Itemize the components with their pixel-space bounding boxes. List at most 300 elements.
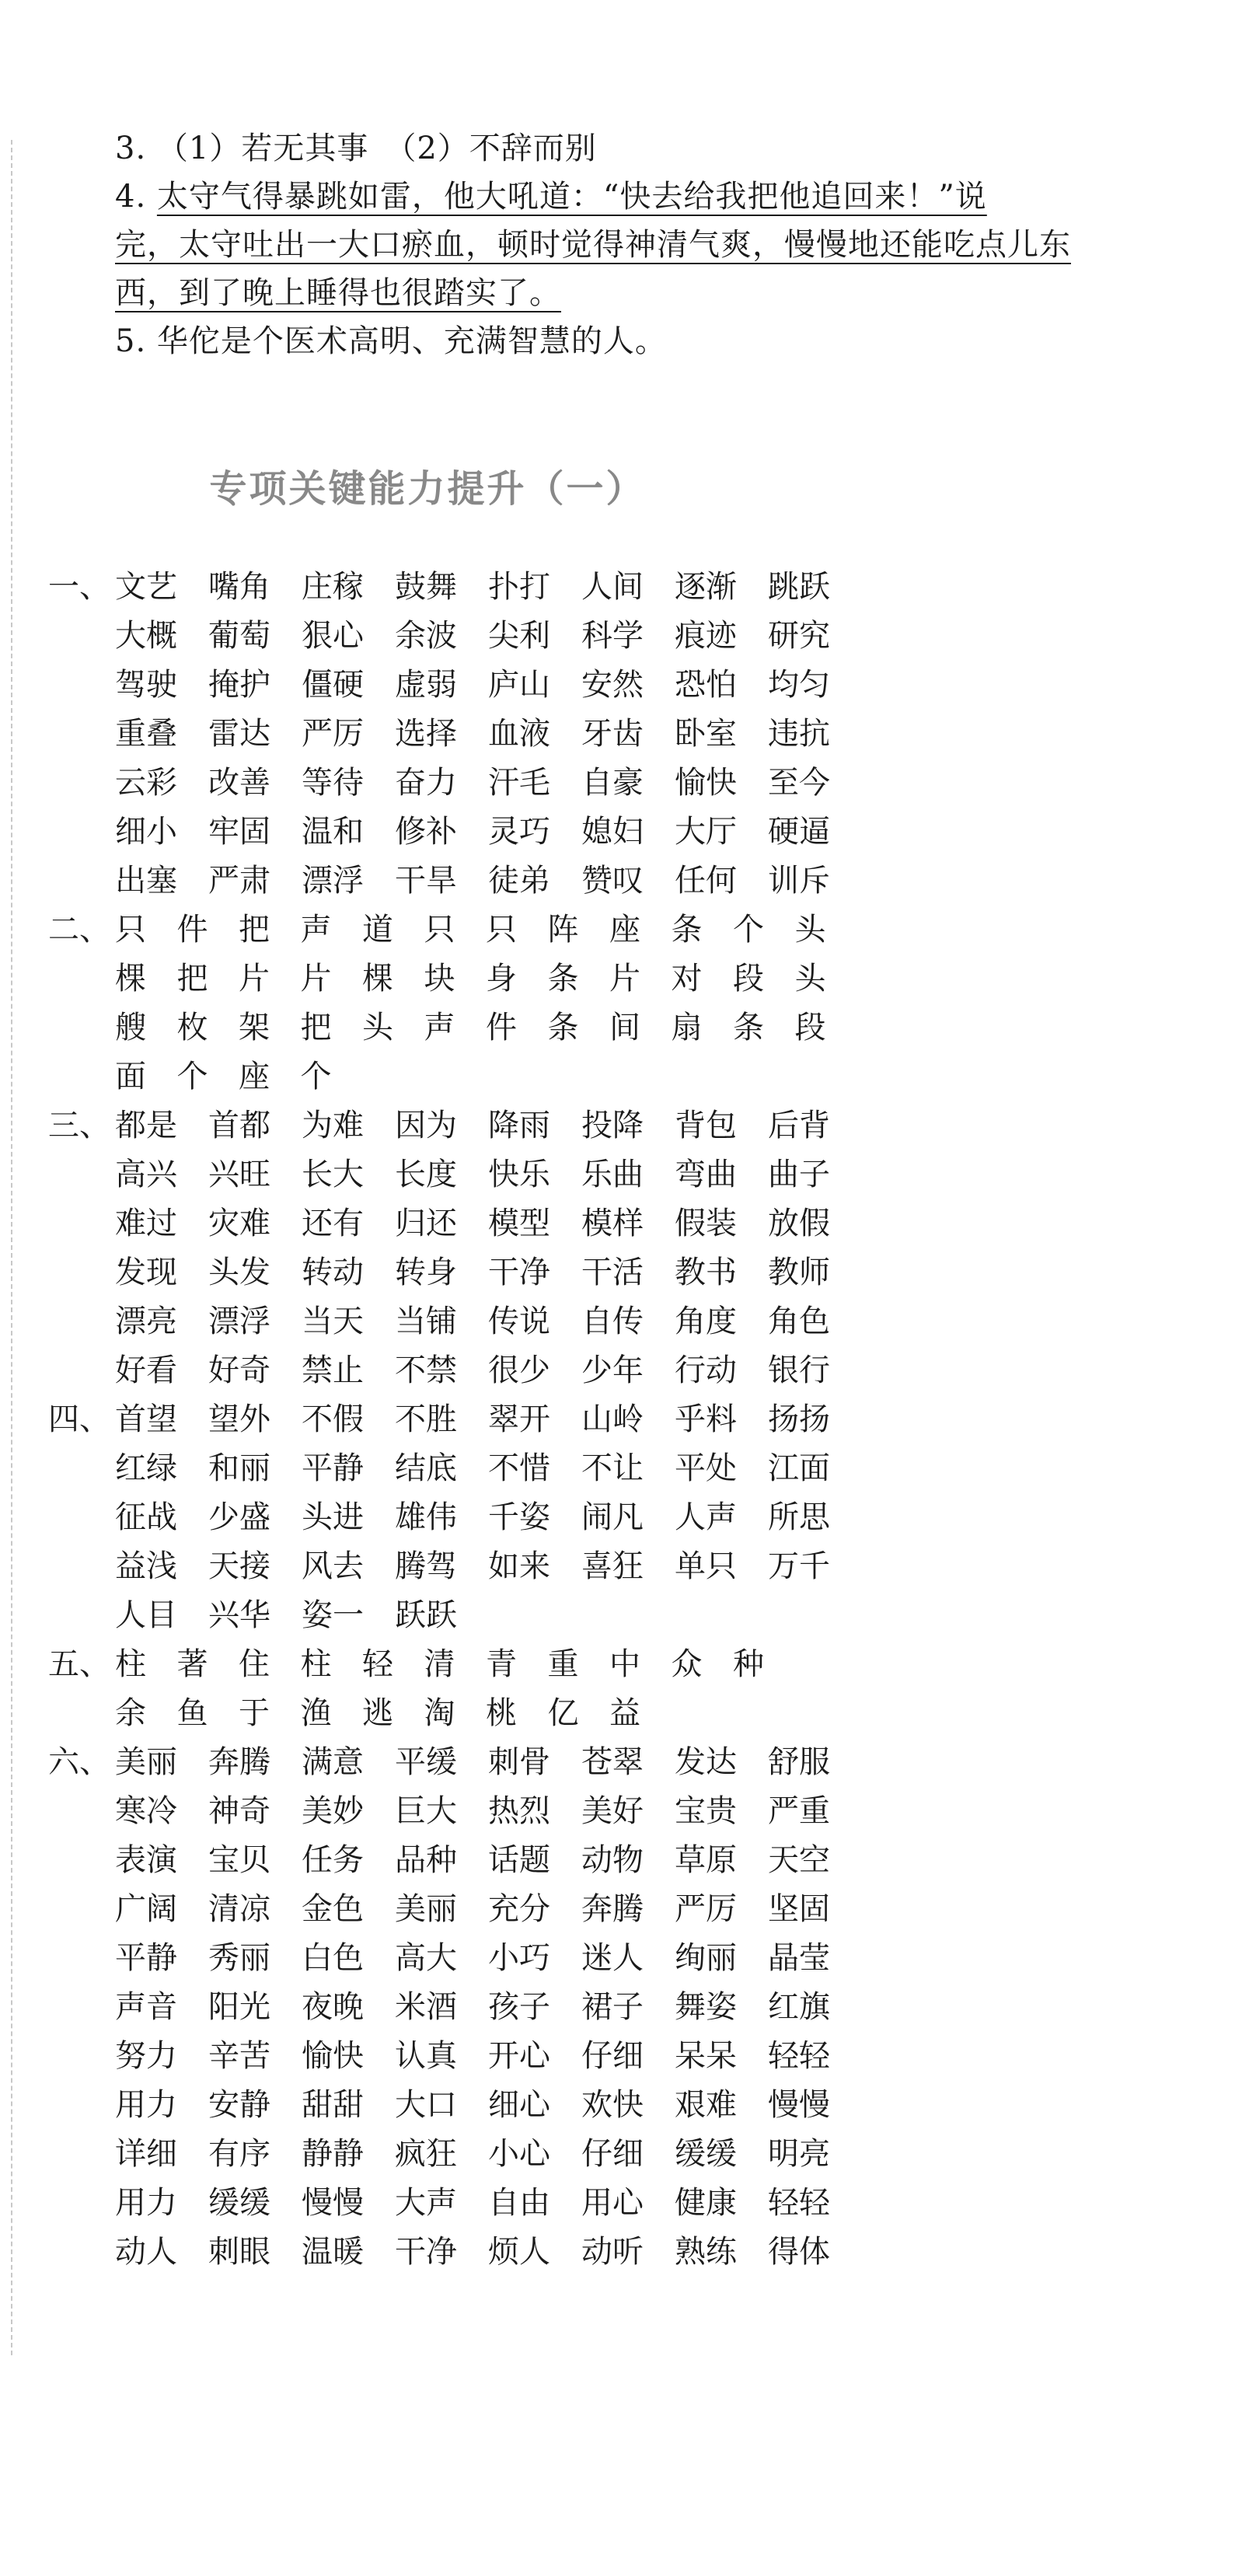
answer-word: 僵硬 bbox=[302, 667, 364, 703]
answer-word: 淘 bbox=[424, 1695, 455, 1731]
answer-word: 如来 bbox=[488, 1548, 550, 1584]
answer-word: 翠开 bbox=[488, 1401, 550, 1437]
answer-word: 首望 bbox=[115, 1401, 177, 1437]
answer-word: 高兴 bbox=[115, 1157, 177, 1192]
answer-word: 满意 bbox=[302, 1744, 364, 1780]
answer-word: 曲子 bbox=[768, 1157, 830, 1192]
answer-word: 严肃 bbox=[208, 863, 270, 899]
answer-word: 件 bbox=[176, 912, 208, 948]
answer-word: 用力 bbox=[115, 2185, 177, 2221]
answer-word: 渔 bbox=[300, 1695, 332, 1731]
answer-word: 不让 bbox=[581, 1450, 644, 1486]
answer-word: 少年 bbox=[581, 1353, 644, 1388]
answer-word: 归还 bbox=[395, 1206, 457, 1241]
answer-word: 万千 bbox=[768, 1548, 830, 1584]
answer-word: 寒冷 bbox=[115, 1793, 177, 1829]
answer-word: 晶莹 bbox=[768, 1940, 830, 1976]
section-number: 六、 bbox=[48, 1744, 110, 1780]
answer-word: 把 bbox=[239, 912, 270, 948]
answer-word: 灾难 bbox=[208, 1206, 270, 1241]
answer-word: 任务 bbox=[302, 1842, 364, 1878]
answer-word: 动物 bbox=[581, 1842, 644, 1878]
answer-word: 舒服 bbox=[768, 1744, 830, 1780]
answer-word: 益浅 bbox=[115, 1548, 177, 1584]
previous-answers bbox=[115, 124, 1125, 365]
answer-word: 快乐 bbox=[488, 1157, 550, 1192]
answer-word: 人间 bbox=[581, 569, 644, 605]
answer-word: 只 bbox=[486, 912, 517, 948]
answer-word: 烦人 bbox=[488, 2234, 550, 2270]
answer-word: 扬扬 bbox=[768, 1401, 830, 1437]
answer-word: 绚丽 bbox=[675, 1940, 737, 1976]
answer-word: 望外 bbox=[208, 1401, 270, 1437]
answer-word: 天接 bbox=[208, 1548, 270, 1584]
answer-word: 嘴角 bbox=[208, 569, 270, 605]
answer-word: 艰难 bbox=[675, 2087, 737, 2123]
answer-word: 平静 bbox=[115, 1940, 177, 1976]
answer-word: 美妙 bbox=[302, 1793, 364, 1829]
answer-word: 好看 bbox=[115, 1353, 177, 1388]
answer-word: 美丽 bbox=[395, 1891, 457, 1927]
answer-word: 草原 bbox=[675, 1842, 737, 1878]
answer-word: 大口 bbox=[395, 2087, 457, 2123]
answer-word: 牙齿 bbox=[581, 716, 644, 752]
section-heading: 专项关键能力提升（一） bbox=[209, 467, 646, 511]
answer-word: 禁止 bbox=[302, 1353, 364, 1388]
answer-word: 仔细 bbox=[581, 2038, 644, 2074]
section-number: 四、 bbox=[48, 1401, 110, 1437]
answer-word: 努力 bbox=[115, 2038, 177, 2074]
answer-word: 神奇 bbox=[208, 1793, 270, 1829]
answer-word: 只 bbox=[115, 912, 146, 948]
answer-word: 长度 bbox=[395, 1157, 457, 1192]
answer-word: 阵 bbox=[547, 912, 579, 948]
answer-word: 个 bbox=[176, 1059, 208, 1094]
answer-word: 细小 bbox=[115, 814, 177, 850]
answer-word: 结底 bbox=[395, 1450, 457, 1486]
answer-word: 热烈 bbox=[488, 1793, 550, 1829]
answer-word: 不惜 bbox=[488, 1450, 550, 1486]
answer-word: 甜甜 bbox=[302, 2087, 364, 2123]
answer-word: 兴旺 bbox=[208, 1157, 270, 1192]
answer-word: 首都 bbox=[208, 1108, 270, 1143]
answer-word: 均匀 bbox=[768, 667, 830, 703]
answer-word: 千姿 bbox=[488, 1499, 550, 1535]
answer-word: 辛苦 bbox=[208, 2038, 270, 2074]
answer-word: 媳妇 bbox=[581, 814, 644, 850]
answer-word: 白色 bbox=[302, 1940, 364, 1976]
answer-word: 鼓舞 bbox=[395, 569, 457, 605]
answer-word: 天空 bbox=[768, 1842, 830, 1878]
answer-word: 漂亮 bbox=[115, 1304, 177, 1339]
answer-word: 干旱 bbox=[395, 863, 457, 899]
answer-3: 3. （1）若无其事 （2）不辞而别 bbox=[115, 131, 597, 166]
answer-word: 大声 bbox=[395, 2185, 457, 2221]
answer-word: 个 bbox=[733, 912, 764, 948]
answer-word: 选择 bbox=[395, 716, 457, 752]
answer-word: 认真 bbox=[395, 2038, 457, 2074]
answer-word: 研究 bbox=[768, 618, 830, 654]
answer-word: 宝贝 bbox=[208, 1842, 270, 1878]
answer-word: 平静 bbox=[302, 1450, 364, 1486]
answer-word: 广阔 bbox=[115, 1891, 177, 1927]
answer-word: 温和 bbox=[302, 814, 364, 850]
answer-word: 科学 bbox=[581, 618, 644, 654]
section-number: 五、 bbox=[48, 1646, 110, 1682]
answer-word: 干净 bbox=[395, 2234, 457, 2270]
answer-word: 身 bbox=[486, 961, 517, 997]
answer-word: 汗毛 bbox=[488, 765, 550, 801]
answer-word: 巨大 bbox=[395, 1793, 457, 1829]
answer-word: 用心 bbox=[581, 2185, 644, 2221]
answer-word: 益 bbox=[609, 1695, 640, 1731]
answer-word: 平缓 bbox=[395, 1744, 457, 1780]
answer-word: 严重 bbox=[768, 1793, 830, 1829]
answer-word: 跃跃 bbox=[395, 1597, 457, 1633]
answer-word: 扑打 bbox=[488, 569, 550, 605]
answer-word: 雷达 bbox=[208, 716, 270, 752]
answer-word: 平处 bbox=[675, 1450, 737, 1486]
answer-word: 闹凡 bbox=[581, 1499, 644, 1535]
answer-word: 阳光 bbox=[208, 1989, 270, 2025]
answer-word: 模样 bbox=[581, 1206, 644, 1241]
section-number: 三、 bbox=[48, 1108, 110, 1143]
answer-4-cont bbox=[115, 269, 1125, 317]
answer-word: 转身 bbox=[395, 1255, 457, 1290]
answer-word: 轻轻 bbox=[768, 2038, 830, 2074]
answer-word: 乎料 bbox=[675, 1401, 737, 1437]
answer-word: 呆呆 bbox=[675, 2038, 737, 2074]
answer-word: 条 bbox=[547, 1010, 579, 1045]
answer-word: 不胜 bbox=[395, 1401, 457, 1437]
answer-word: 清 bbox=[424, 1646, 455, 1682]
answer-word: 迷人 bbox=[581, 1940, 644, 1976]
answer-word: 长大 bbox=[302, 1157, 364, 1192]
answer-word: 美丽 bbox=[115, 1744, 177, 1780]
answer-word: 痕迹 bbox=[675, 618, 737, 654]
answer-word: 裙子 bbox=[581, 1989, 644, 2025]
answer-word: 掩护 bbox=[208, 667, 270, 703]
answer-word: 条 bbox=[733, 1010, 764, 1045]
answer-word: 件 bbox=[486, 1010, 517, 1045]
answer-word: 传说 bbox=[488, 1304, 550, 1339]
answer-word: 米酒 bbox=[395, 1989, 457, 2025]
answer-word: 余波 bbox=[395, 618, 457, 654]
answer-word: 虚弱 bbox=[395, 667, 457, 703]
answer-word: 改善 bbox=[208, 765, 270, 801]
answer-word: 好奇 bbox=[208, 1353, 270, 1388]
answer-word: 当铺 bbox=[395, 1304, 457, 1339]
answer-4 bbox=[115, 173, 1125, 221]
answer-4-number: 4. bbox=[115, 179, 157, 215]
answer-word: 开心 bbox=[488, 2038, 550, 2074]
answer-word: 得体 bbox=[768, 2234, 830, 2270]
answer-word: 假装 bbox=[675, 1206, 737, 1241]
answer-word: 品种 bbox=[395, 1842, 457, 1878]
answer-word: 灵巧 bbox=[488, 814, 550, 850]
answer-word: 亿 bbox=[547, 1695, 579, 1731]
answer-word: 金色 bbox=[302, 1891, 364, 1927]
answer-word: 艘 bbox=[115, 1010, 146, 1045]
answer-word: 慢慢 bbox=[768, 2087, 830, 2123]
answer-word: 单只 bbox=[675, 1548, 737, 1584]
answer-word: 角度 bbox=[675, 1304, 737, 1339]
answer-word: 座 bbox=[609, 912, 640, 948]
answer-4-line-2: 完，太守吐出一大口瘀血，顿时觉得神清气爽，慢慢地还能吃点儿东 bbox=[115, 227, 1071, 263]
answer-word: 声 bbox=[300, 912, 332, 948]
answer-word: 重 bbox=[547, 1646, 579, 1682]
answer-word: 银行 bbox=[768, 1353, 830, 1388]
answer-word: 血液 bbox=[488, 716, 550, 752]
answer-word: 熟练 bbox=[675, 2234, 737, 2270]
answer-word: 不假 bbox=[302, 1401, 364, 1437]
answer-word: 轻轻 bbox=[768, 2185, 830, 2221]
answer-word: 干净 bbox=[488, 1255, 550, 1290]
answer-word: 葡萄 bbox=[208, 618, 270, 654]
answer-word: 因为 bbox=[395, 1108, 457, 1143]
answer-word: 轻 bbox=[362, 1646, 393, 1682]
answer-word: 尖利 bbox=[488, 618, 550, 654]
answer-word: 庄稼 bbox=[302, 569, 364, 605]
answer-word: 温暖 bbox=[302, 2234, 364, 2270]
answer-word: 山岭 bbox=[581, 1401, 644, 1437]
answer-word: 扇 bbox=[671, 1010, 703, 1045]
answer-word: 条 bbox=[547, 961, 579, 997]
answer-word: 明亮 bbox=[768, 2136, 830, 2172]
answer-word: 刺骨 bbox=[488, 1744, 550, 1780]
answer-word: 自传 bbox=[581, 1304, 644, 1339]
answer-word: 疯狂 bbox=[395, 2136, 457, 2172]
answer-word: 降雨 bbox=[488, 1108, 550, 1143]
answer-word: 人声 bbox=[675, 1499, 737, 1535]
answer-word: 美好 bbox=[581, 1793, 644, 1829]
answer-word: 行动 bbox=[675, 1353, 737, 1388]
answer-word: 青 bbox=[486, 1646, 517, 1682]
answer-word: 转动 bbox=[302, 1255, 364, 1290]
answer-word: 苍翠 bbox=[581, 1744, 644, 1780]
answer-word: 不禁 bbox=[395, 1353, 457, 1388]
section-number: 二、 bbox=[48, 912, 110, 948]
answer-word: 任何 bbox=[675, 863, 737, 899]
answer-word: 秀丽 bbox=[208, 1940, 270, 1976]
answer-word: 江面 bbox=[768, 1450, 830, 1486]
answer-word: 干活 bbox=[581, 1255, 644, 1290]
answer-word: 严厉 bbox=[302, 716, 364, 752]
answer-word: 兴华 bbox=[208, 1597, 270, 1633]
answer-word: 有序 bbox=[208, 2136, 270, 2172]
answer-word: 声 bbox=[424, 1010, 455, 1045]
answer-word: 孩子 bbox=[488, 1989, 550, 2025]
answer-word: 用力 bbox=[115, 2087, 177, 2123]
answer-word: 把 bbox=[176, 961, 208, 997]
answer-word: 人目 bbox=[115, 1597, 177, 1633]
answer-word: 教师 bbox=[768, 1255, 830, 1290]
answer-word: 修补 bbox=[395, 814, 457, 850]
answer-word: 动人 bbox=[115, 2234, 177, 2270]
answer-word: 很少 bbox=[488, 1353, 550, 1388]
answer-word: 逐渐 bbox=[675, 569, 737, 605]
answer-word: 柱 bbox=[300, 1646, 332, 1682]
answer-word: 奔腾 bbox=[208, 1744, 270, 1780]
answer-word: 小心 bbox=[488, 2136, 550, 2172]
answer-4-line-3: 西，到了晚上睡得也很踏实了。 bbox=[115, 275, 561, 311]
answer-word: 逃 bbox=[362, 1695, 393, 1731]
answer-word: 还有 bbox=[302, 1206, 364, 1241]
answer-word: 中 bbox=[609, 1646, 640, 1682]
answer-word: 文艺 bbox=[115, 569, 177, 605]
answer-word: 枚 bbox=[176, 1010, 208, 1045]
answer-word: 喜狂 bbox=[581, 1548, 644, 1584]
answer-word: 等待 bbox=[302, 765, 364, 801]
answer-word: 头 bbox=[794, 912, 826, 948]
answer-word: 片 bbox=[300, 961, 332, 997]
answer-word: 姿一 bbox=[302, 1597, 364, 1633]
answer-word: 重叠 bbox=[115, 716, 177, 752]
answer-word: 对 bbox=[671, 961, 703, 997]
answer-word: 大概 bbox=[115, 618, 177, 654]
answer-word: 只 bbox=[424, 912, 455, 948]
answer-word: 雄伟 bbox=[395, 1499, 457, 1535]
answer-word: 个 bbox=[300, 1059, 332, 1094]
answer-word: 卧室 bbox=[675, 716, 737, 752]
answer-word: 风去 bbox=[302, 1548, 364, 1584]
section-number: 一、 bbox=[48, 569, 110, 605]
answer-word: 种 bbox=[733, 1646, 764, 1682]
answer-word: 余 bbox=[115, 1695, 146, 1731]
answer-word: 坚固 bbox=[768, 1891, 830, 1927]
answer-word: 当天 bbox=[302, 1304, 364, 1339]
answer-word: 少盛 bbox=[208, 1499, 270, 1535]
answer-word: 柱 bbox=[115, 1646, 146, 1682]
answer-word: 牢固 bbox=[208, 814, 270, 850]
answer-word: 为难 bbox=[302, 1108, 364, 1143]
answer-word: 征战 bbox=[115, 1499, 177, 1535]
answer-word: 健康 bbox=[675, 2185, 737, 2221]
answer-word: 违抗 bbox=[768, 716, 830, 752]
answer-word: 徒弟 bbox=[488, 863, 550, 899]
answer-word: 严厉 bbox=[675, 1891, 737, 1927]
answer-word: 清凉 bbox=[208, 1891, 270, 1927]
answer-word: 云彩 bbox=[115, 765, 177, 801]
answer-word: 段 bbox=[794, 1010, 826, 1045]
answer-word: 静静 bbox=[302, 2136, 364, 2172]
answer-word: 发现 bbox=[115, 1255, 177, 1290]
answer-word: 角色 bbox=[768, 1304, 830, 1339]
answer-word: 背包 bbox=[675, 1108, 737, 1143]
answer-word: 恐怕 bbox=[675, 667, 737, 703]
answer-word: 刺眼 bbox=[208, 2234, 270, 2270]
answer-word: 把 bbox=[300, 1010, 332, 1045]
answer-word: 棵 bbox=[115, 961, 146, 997]
answer-word: 鱼 bbox=[176, 1695, 208, 1731]
answer-word: 住 bbox=[239, 1646, 270, 1682]
answer-word: 头 bbox=[362, 1010, 393, 1045]
answer-word: 乐曲 bbox=[581, 1157, 644, 1192]
answer-word: 漂浮 bbox=[208, 1304, 270, 1339]
answer-word: 大厅 bbox=[675, 814, 737, 850]
answer-word: 狠心 bbox=[302, 618, 364, 654]
answer-5: 5. 华佗是个医术高明、充满智慧的人。 bbox=[115, 323, 667, 359]
answer-word: 于 bbox=[239, 1695, 270, 1731]
answer-word: 著 bbox=[176, 1646, 208, 1682]
answer-word: 自由 bbox=[488, 2185, 550, 2221]
answer-word: 夜晚 bbox=[302, 1989, 364, 2025]
answer-word: 条 bbox=[671, 912, 703, 948]
answer-word: 小巧 bbox=[488, 1940, 550, 1976]
answer-word: 都是 bbox=[115, 1108, 177, 1143]
answer-word: 驾驶 bbox=[115, 667, 177, 703]
answer-word: 声音 bbox=[115, 1989, 177, 2025]
answer-word: 安静 bbox=[208, 2087, 270, 2123]
answer-word: 片 bbox=[239, 961, 270, 997]
answer-4-cont bbox=[115, 221, 1125, 269]
answer-word: 道 bbox=[362, 912, 393, 948]
answer-word: 和丽 bbox=[208, 1450, 270, 1486]
answer-word: 棵 bbox=[362, 961, 393, 997]
answer-word: 块 bbox=[424, 961, 455, 997]
answer-word: 投降 bbox=[581, 1108, 644, 1143]
answer-word: 奔腾 bbox=[581, 1891, 644, 1927]
answer-word: 头进 bbox=[302, 1499, 364, 1535]
answer-word: 面 bbox=[115, 1059, 146, 1094]
answer-word: 模型 bbox=[488, 1206, 550, 1241]
answer-word: 段 bbox=[733, 961, 764, 997]
answer-word: 漂浮 bbox=[302, 863, 364, 899]
answer-word: 间 bbox=[609, 1010, 640, 1045]
answer-word: 奋力 bbox=[395, 765, 457, 801]
answer-word: 至今 bbox=[768, 765, 830, 801]
answer-word: 头发 bbox=[208, 1255, 270, 1290]
answer-word: 后背 bbox=[768, 1108, 830, 1143]
answer-word: 愉快 bbox=[675, 765, 737, 801]
answer-word: 头 bbox=[794, 961, 826, 997]
answer-word: 红旗 bbox=[768, 1989, 830, 2025]
answer-word: 发达 bbox=[675, 1744, 737, 1780]
answer-word: 舞姿 bbox=[675, 1989, 737, 2025]
answer-word: 红绿 bbox=[115, 1450, 177, 1486]
answer-word: 缓缓 bbox=[675, 2136, 737, 2172]
answer-word: 出塞 bbox=[115, 863, 177, 899]
answer-word: 高大 bbox=[395, 1940, 457, 1976]
answer-word: 细心 bbox=[488, 2087, 550, 2123]
answer-word: 赞叹 bbox=[581, 863, 644, 899]
answer-word: 动听 bbox=[581, 2234, 644, 2270]
answer-word: 充分 bbox=[488, 1891, 550, 1927]
answer-word: 腾驾 bbox=[395, 1548, 457, 1584]
answer-word: 片 bbox=[609, 961, 640, 997]
answer-word: 座 bbox=[239, 1059, 270, 1094]
answer-word: 话题 bbox=[488, 1842, 550, 1878]
answer-word: 训斥 bbox=[768, 863, 830, 899]
answer-4-line-1: 太守气得暴跳如雷，他大吼道：“快去给我把他追回来！”说 bbox=[156, 179, 987, 215]
answer-word: 跳跃 bbox=[768, 569, 830, 605]
answer-word: 教书 bbox=[675, 1255, 737, 1290]
answer-word: 放假 bbox=[768, 1206, 830, 1241]
answer-word: 表演 bbox=[115, 1842, 177, 1878]
answer-word: 自豪 bbox=[581, 765, 644, 801]
answer-word: 难过 bbox=[115, 1206, 177, 1241]
answer-word: 硬逼 bbox=[768, 814, 830, 850]
answer-word: 仔细 bbox=[581, 2136, 644, 2172]
answer-word: 宝贵 bbox=[675, 1793, 737, 1829]
answer-word: 众 bbox=[671, 1646, 703, 1682]
answer-word: 桃 bbox=[486, 1695, 517, 1731]
answer-word: 欢快 bbox=[581, 2087, 644, 2123]
answer-word: 愉快 bbox=[302, 2038, 364, 2074]
answer-word: 慢慢 bbox=[302, 2185, 364, 2221]
answer-word: 弯曲 bbox=[675, 1157, 737, 1192]
answer-word: 庐山 bbox=[488, 667, 550, 703]
